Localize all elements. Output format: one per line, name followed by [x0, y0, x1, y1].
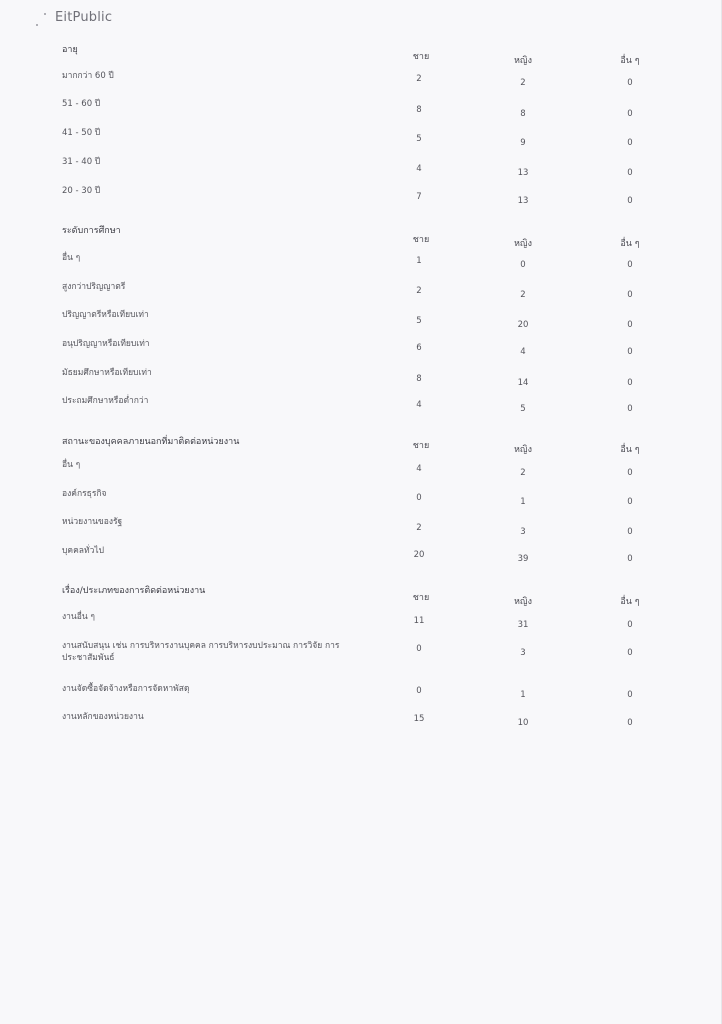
table-cell: 2	[520, 290, 526, 300]
row-label: 51 - 60 ปี	[62, 99, 101, 109]
row-label: มากกว่า 60 ปี	[62, 71, 114, 81]
table-cell: 13	[517, 168, 529, 178]
table-cell: 4	[416, 400, 422, 410]
table-cell: 4	[520, 347, 526, 357]
row-label: อื่น ๆ	[62, 460, 81, 470]
row-label: มัธยมศึกษาหรือเทียบเท่า	[62, 368, 152, 378]
row-label: งานจัดซื้อจัดจ้างหรือการจัดหาพัสดุ	[62, 684, 190, 694]
section-title: ระดับการศึกษา	[62, 226, 121, 236]
column-header: ชาย	[412, 593, 430, 603]
table-cell: 0	[416, 493, 422, 503]
table-cell: 31	[517, 620, 529, 630]
table-cell: 2	[416, 523, 422, 533]
column-header: ชาย	[412, 441, 430, 451]
row-label: 20 - 30 ปี	[62, 186, 101, 196]
table-cell: 1	[520, 690, 526, 700]
column-header: หญิง	[514, 597, 532, 607]
table-cell: 13	[517, 196, 529, 206]
row-label: งานอื่น ๆ	[62, 612, 95, 622]
table-cell: 4	[416, 164, 422, 174]
row-label: สูงกว่าปริญญาตรี	[62, 282, 126, 292]
row-label: หน่วยงานของรัฐ	[62, 517, 123, 527]
section-title: อายุ	[62, 45, 78, 55]
table-cell: 2	[520, 78, 526, 88]
row-label: 31 - 40 ปี	[62, 157, 101, 167]
table-cell: 0	[627, 404, 633, 414]
table-cell: 0	[416, 686, 422, 696]
row-label: ประถมศึกษาหรือต่ำกว่า	[62, 396, 149, 406]
table-cell: 2	[416, 286, 422, 296]
table-cell: 0	[627, 290, 633, 300]
table-cell: 39	[517, 554, 529, 564]
row-label: บุคคลทั่วไป	[62, 546, 105, 556]
table-cell: 0	[627, 620, 633, 630]
column-header: อื่น ๆ	[620, 445, 640, 455]
table-cell: 5	[520, 404, 526, 414]
table-cell: 10	[517, 718, 529, 728]
table-cell: 1	[416, 256, 422, 266]
table-cell: 15	[413, 714, 425, 724]
table-cell: 11	[413, 616, 425, 626]
row-label: อนุปริญญาหรือเทียบเท่า	[62, 339, 150, 349]
table-cell: 0	[627, 78, 633, 88]
table-cell: 5	[416, 134, 422, 144]
table-cell: 0	[520, 260, 526, 270]
table-cell: 3	[520, 648, 526, 658]
table-cell: 20	[413, 550, 425, 560]
brand-logo-text: EitPublic	[55, 10, 113, 25]
row-label: งานหลักของหน่วยงาน	[62, 712, 144, 722]
table-cell: 0	[627, 168, 633, 178]
scan-speck	[44, 13, 46, 15]
table-cell: 0	[627, 497, 633, 507]
table-cell: 6	[416, 343, 422, 353]
table-cell: 0	[627, 320, 633, 330]
column-header: หญิง	[514, 56, 532, 66]
table-cell: 0	[627, 196, 633, 206]
column-header: ชาย	[412, 235, 430, 245]
table-cell: 0	[627, 138, 633, 148]
table-cell: 0	[627, 260, 633, 270]
row-label: ปริญญาตรีหรือเทียบเท่า	[62, 310, 149, 320]
table-cell: 8	[520, 109, 526, 119]
table-cell: 0	[416, 644, 422, 654]
table-cell: 0	[627, 554, 633, 564]
table-cell: 7	[416, 192, 422, 202]
table-cell: 5	[416, 316, 422, 326]
table-cell: 0	[627, 109, 633, 119]
column-header: ชาย	[412, 52, 430, 62]
scan-speck	[36, 24, 38, 26]
row-label: งานสนับสนุน เช่น การบริหารงานบุคคล การบริหารงบประมาณ การวิจัย การประชาสัมพันธ์	[62, 641, 340, 663]
table-cell: 20	[517, 320, 529, 330]
table-cell: 8	[416, 105, 422, 115]
table-cell: 3	[520, 527, 526, 537]
table-cell: 0	[627, 690, 633, 700]
table-cell: 1	[520, 497, 526, 507]
column-header: หญิง	[514, 445, 532, 455]
section-title: เรื่อง/ประเภทของการติดต่อหน่วยงาน	[62, 586, 206, 596]
table-cell: 0	[627, 527, 633, 537]
column-header: หญิง	[514, 239, 532, 249]
row-label: อื่น ๆ	[62, 253, 81, 263]
row-label: 41 - 50 ปี	[62, 128, 101, 138]
table-cell: 0	[627, 378, 633, 388]
column-header: อื่น ๆ	[620, 597, 640, 607]
table-cell: 0	[627, 648, 633, 658]
table-cell: 0	[627, 718, 633, 728]
table-cell: 4	[416, 464, 422, 474]
table-cell: 0	[627, 468, 633, 478]
table-cell: 2	[416, 74, 422, 84]
table-cell: 2	[520, 468, 526, 478]
table-cell: 0	[627, 347, 633, 357]
row-label: องค์กรธุรกิจ	[62, 489, 107, 499]
column-header: อื่น ๆ	[620, 239, 640, 249]
table-cell: 8	[416, 374, 422, 384]
column-header: อื่น ๆ	[620, 56, 640, 66]
section-title: สถานะของบุคคลภายนอกที่มาติดต่อหน่วยงาน	[62, 437, 240, 447]
table-cell: 14	[517, 378, 529, 388]
table-cell: 9	[520, 138, 526, 148]
